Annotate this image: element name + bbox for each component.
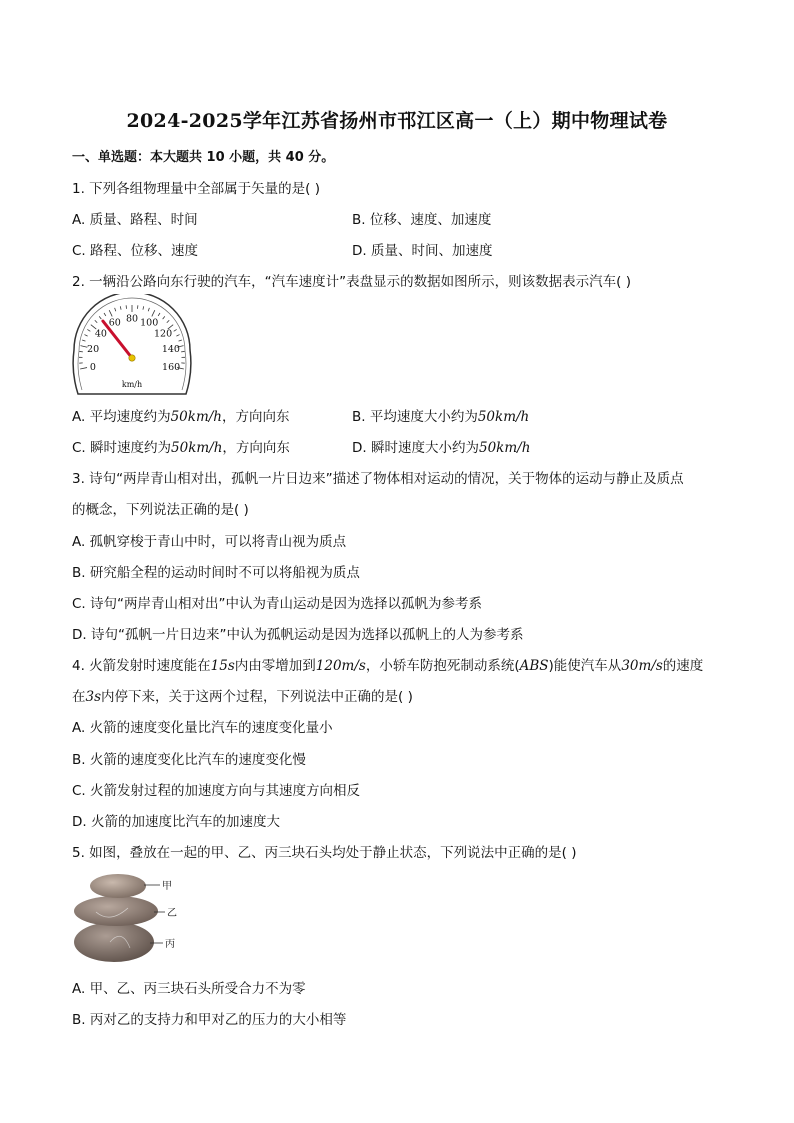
q4-option-d: D. 火箭的加速度比汽车的加速度大: [72, 814, 280, 830]
q4-stem-line1: 4. 火箭发射时速度能在15s内由零增加到120m/s，小轿车防抱死制动系统(ABS)能使汽车从30m/s的速度: [72, 658, 704, 674]
speedometer-tick-label: 100: [140, 317, 159, 329]
q4-stem-line2: 在3s内停下来，关于这两个过程，下列说法中正确的是( ): [72, 689, 413, 705]
q1-stem: 1. 下列各组物理量中全部属于矢量的是( ): [72, 181, 320, 197]
q1-option-a: A. 质量、路程、时间: [72, 212, 198, 228]
q4-option-a: A. 火箭的速度变化量比汽车的速度变化量小: [72, 720, 333, 736]
speedometer-tick-label: 160: [162, 361, 181, 373]
speedometer-hub: [129, 355, 135, 361]
q3-option-a: A. 孤帆穿梭于青山中时，可以将青山视为质点: [72, 534, 347, 550]
q2-option-c: C. 瞬时速度约为50km/h，方向向东: [72, 440, 290, 456]
q5-option-a: A. 甲、乙、丙三块石头所受合力不为零: [72, 981, 306, 997]
speedometer-tick-label: 140: [161, 344, 180, 356]
stone-middle: [74, 896, 158, 926]
q2-stem: 2. 一辆沿公路向东行驶的汽车，“汽车速度计”表盘显示的数据如图所示，则该数据表示汽车( ): [72, 274, 631, 290]
q1-option-b: B. 位移、速度、加速度: [352, 212, 492, 228]
q3-option-d: D. 诗句“孤帆一片日边来”中认为孤帆运动是因为选择以孤帆上的人为参考系: [72, 627, 524, 643]
speedometer-tick-label: 80: [125, 313, 139, 325]
q2-option-b: B. 平均速度大小约为50km/h: [352, 409, 530, 425]
stone-label-bing: 丙: [165, 939, 175, 950]
speedometer-tick-label: 40: [94, 328, 107, 340]
q3-stem-line1: 3. 诗句“两岸青山相对出，孤帆一片日边来”描述了物体相对运动的情况，关于物体的运动与静止及质点: [72, 471, 684, 487]
q2-option-a: A. 平均速度约为50km/h，方向向东: [72, 409, 290, 425]
speedometer-tick-label: 20: [87, 344, 100, 356]
q1-option-c: C. 路程、位移、速度: [72, 243, 199, 259]
q5-option-b: B. 丙对乙的支持力和甲对乙的压力的大小相等: [72, 1012, 347, 1028]
page-title: 2024-2025学年江苏省扬州市邗江区高一（上）期中物理试卷: [126, 110, 668, 132]
speedometer-figure: [70, 294, 194, 398]
speedometer-tick-label: 120: [154, 328, 173, 340]
q4-option-c: C. 火箭发射过程的加速度方向与其速度方向相反: [72, 783, 361, 799]
stone-label-yi: 乙: [167, 908, 177, 919]
speedometer-tick-label: 0: [89, 361, 96, 373]
stone-bottom: [74, 922, 154, 962]
q2-option-d: D. 瞬时速度大小约为50km/h: [352, 440, 531, 456]
q3-option-c: C. 诗句“两岸青山相对出”中认为青山运动是因为选择以孤帆为参考系: [72, 596, 482, 612]
speedometer-unit: km/h: [121, 380, 143, 389]
stone-top: [90, 874, 146, 898]
q4-option-b: B. 火箭的速度变化比汽车的速度变化慢: [72, 752, 306, 768]
q3-option-b: B. 研究船全程的运动时间时不可以将船视为质点: [72, 565, 360, 581]
speedometer-tick-label: 60: [108, 317, 121, 329]
section-heading: 一、单选题：本大题共 10 小题，共 40 分。: [72, 150, 335, 165]
q5-stem: 5. 如图，叠放在一起的甲、乙、丙三块石头均处于静止状态，下列说法中正确的是( ): [72, 845, 577, 861]
q1-option-d: D. 质量、时间、加速度: [352, 243, 493, 259]
q3-stem-line2: 的概念，下列说法正确的是( ): [72, 502, 249, 518]
stone-label-jia: 甲: [162, 881, 172, 892]
stacked-stones-figure: [70, 868, 190, 964]
